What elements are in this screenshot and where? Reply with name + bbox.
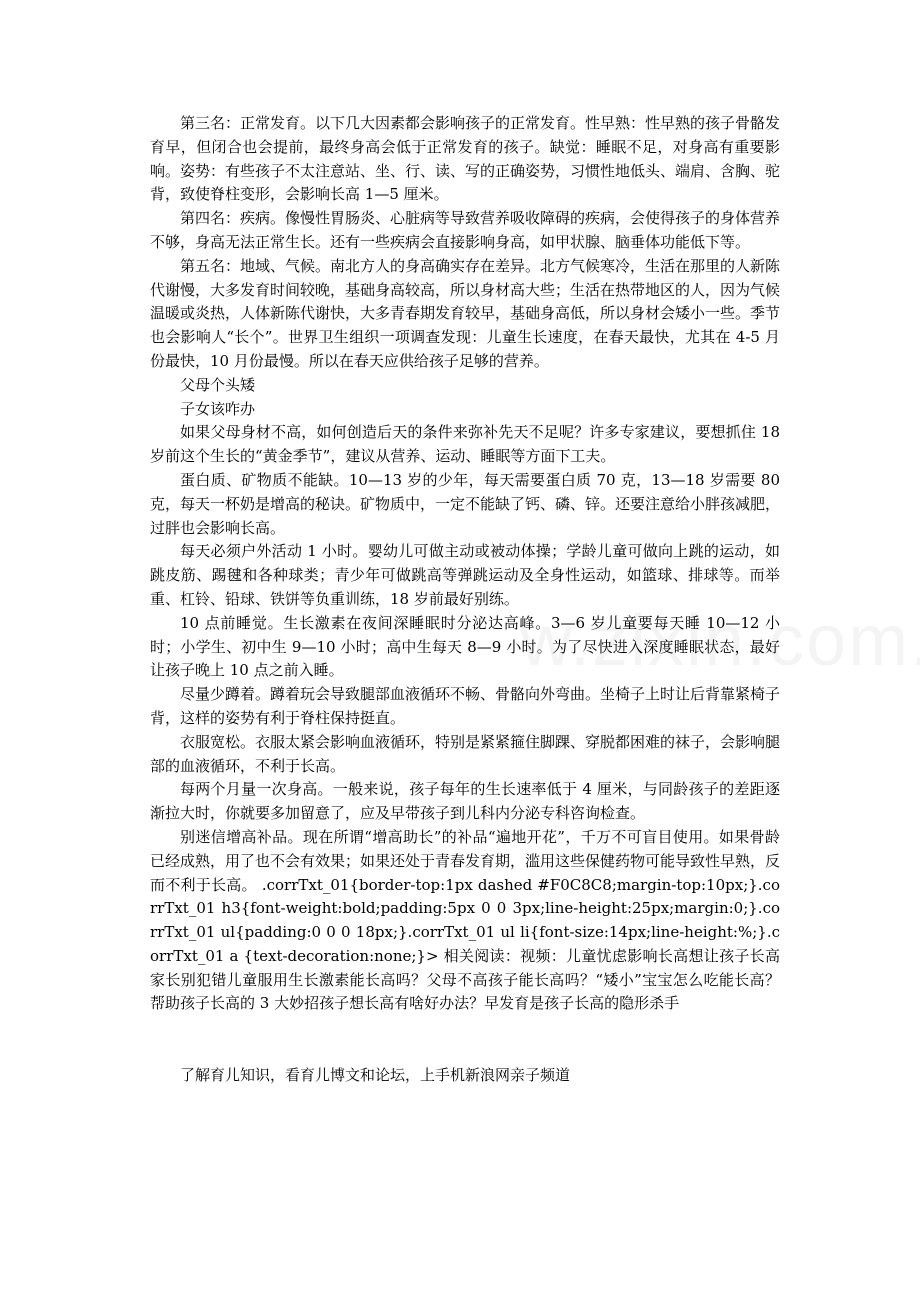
- paragraph-rank-three: 第三名：正常发育。以下几大因素都会影响孩子的正常发育。性早熟：性早熟的孩子骨骼发育早，但闭合也会提前，最终身高会低于正常发育的孩子。缺觉：睡眠不足，对身高有重要影响。姿势：有些孩子不太注意站、坐、行、读、写的正确姿势，习惯性地低头、端肩、含胸、驼背，致使脊柱变形，会影响长高 1—5 厘米。: [150, 114, 781, 204]
- paragraph-protein-minerals: 蛋白质、矿物质不能缺。10—13 岁的少年，每天需要蛋白质 70 克，13—18 岁需要 80 克，每天一杯奶是增高的秘诀。矿物质中，一定不能缺了钙、磷、锌。还要注意给小胖孩减肥，过胖也会影响长高。: [150, 470, 781, 537]
- paragraph-sleep: 10 点前睡觉。生长激素在夜间深睡眠时分泌达高峰。3—6 岁儿童要每天睡 10—12 小时；小学生、初中生 9—10 小时；高中生每天 8—9 小时。为了尽快进入深度睡眠状态，最好让孩子晚上 10 点之前入睡。: [150, 613, 780, 680]
- subheading-what-to-do: 子女该咋办: [180, 399, 256, 418]
- footer-note: 了解育儿知识，看育儿博文和论坛，上手机新浪网亲子频道: [180, 1066, 571, 1085]
- paragraph-squatting: 尽量少蹲着。蹲着玩会导致腿部血液循环不畅、骨骼向外弯曲。坐椅子上时让后背靠紧椅子背，这样的姿势有利于脊柱保持挺直。: [150, 685, 781, 727]
- paragraph-rank-four: 第四名：疾病。像慢性胃肠炎、心脏病等导致营养吸收障碍的疾病，会使得孩子的身体营养不够，身高无法正常生长。还有一些疾病会直接影响身高，如甲状腺、脑垂体功能低下等。: [150, 209, 781, 251]
- paragraph-measure-height: 每两个月量一次身高。一般来说，孩子每年的生长速率低于 4 厘米，与同龄孩子的差距逐渐拉大时，你就要多加留意了，应及早带孩子到儿科内分泌专科咨询检查。: [150, 780, 780, 823]
- paragraph-loose-clothes: 衣服宽松。衣服太紧会影响血液循环，特别是紧紧箍住脚踝、穿脱都困难的袜子，会影响腿部的血液循环，不利于长高。: [150, 732, 781, 775]
- subheading-parents-short: 父母个头矮: [180, 375, 256, 394]
- paragraph-expert-advice: 如果父母身材不高，如何创造后天的条件来弥补先天不足呢？许多专家建议，要想抓住 18 岁前这个生长的“黄金季节”，建议从营养、运动、睡眠等方面下工夫。: [150, 423, 780, 466]
- document-body: [150, 112, 780, 1088]
- paragraph-outdoor-activity: 每天必须户外活动 1 小时。婴幼儿可做主动或被动体操；学龄儿童可做向上跳的运动，如跳皮筋、踢毽和各种球类；青少年可做跳高等弹跳运动及全身性运动，如篮球、排球等。而举重、杠铃、铅球、铁饼等负重训练，18 岁前最好别练。: [150, 542, 780, 608]
- paragraph-rank-five: 第五名：地域、气候。南北方人的身高确实存在差异。北方气候寒冷，生活在那里的人新陈代谢慢，大多发育时间较晚，基础身高较高，所以身材高大些；生活在热带地区的人，因为气候温暖或炎热，人体新陈代谢快，大多青春期发育较早，基础身高低，所以身材会矮小一些。季节也会影响人“长个”。世界卫生组织一项调查发现：儿童生长速度，在春天最快，尤其在 4-5 月份最快，10 月份最慢。所以在春天应供给孩子足够的营养。: [150, 256, 781, 370]
- paragraph-supplements-related-reading: 别迷信增高补品。现在所谓“增高助长”的补品“遍地开花”，千万不可盲目使用。如果骨龄已经成熟，用了也不会有效果；如果还处于青春发育期，滥用这些保健药物可能导致性早熟，反而不利于长高。 .corrTxt_01{border-top:1px dashed #F0C8C8;margin-top:10px;}.corrTxt_01 h3{font-weight:bold;padding:5px 0 0 3px;line-height:25px;margin:0;}.corrTxt_01 ul{padding:0 0 0 18px;}.corrTxt_01 ul li{font-size:14px;line-height:%;}.corrTxt_01 a {text-decoration:none;}> 相关阅读：视频：儿童忧虑影响长高想让孩子长高 家长别犯错儿童服用生长激素能长高吗？父母不高孩子能长高吗？“矮小”宝宝怎么吃能长高？帮助孩子长高的 3 大妙招孩子想长高有啥好办法？早发育是孩子长高的隐形杀手: [150, 827, 781, 1013]
